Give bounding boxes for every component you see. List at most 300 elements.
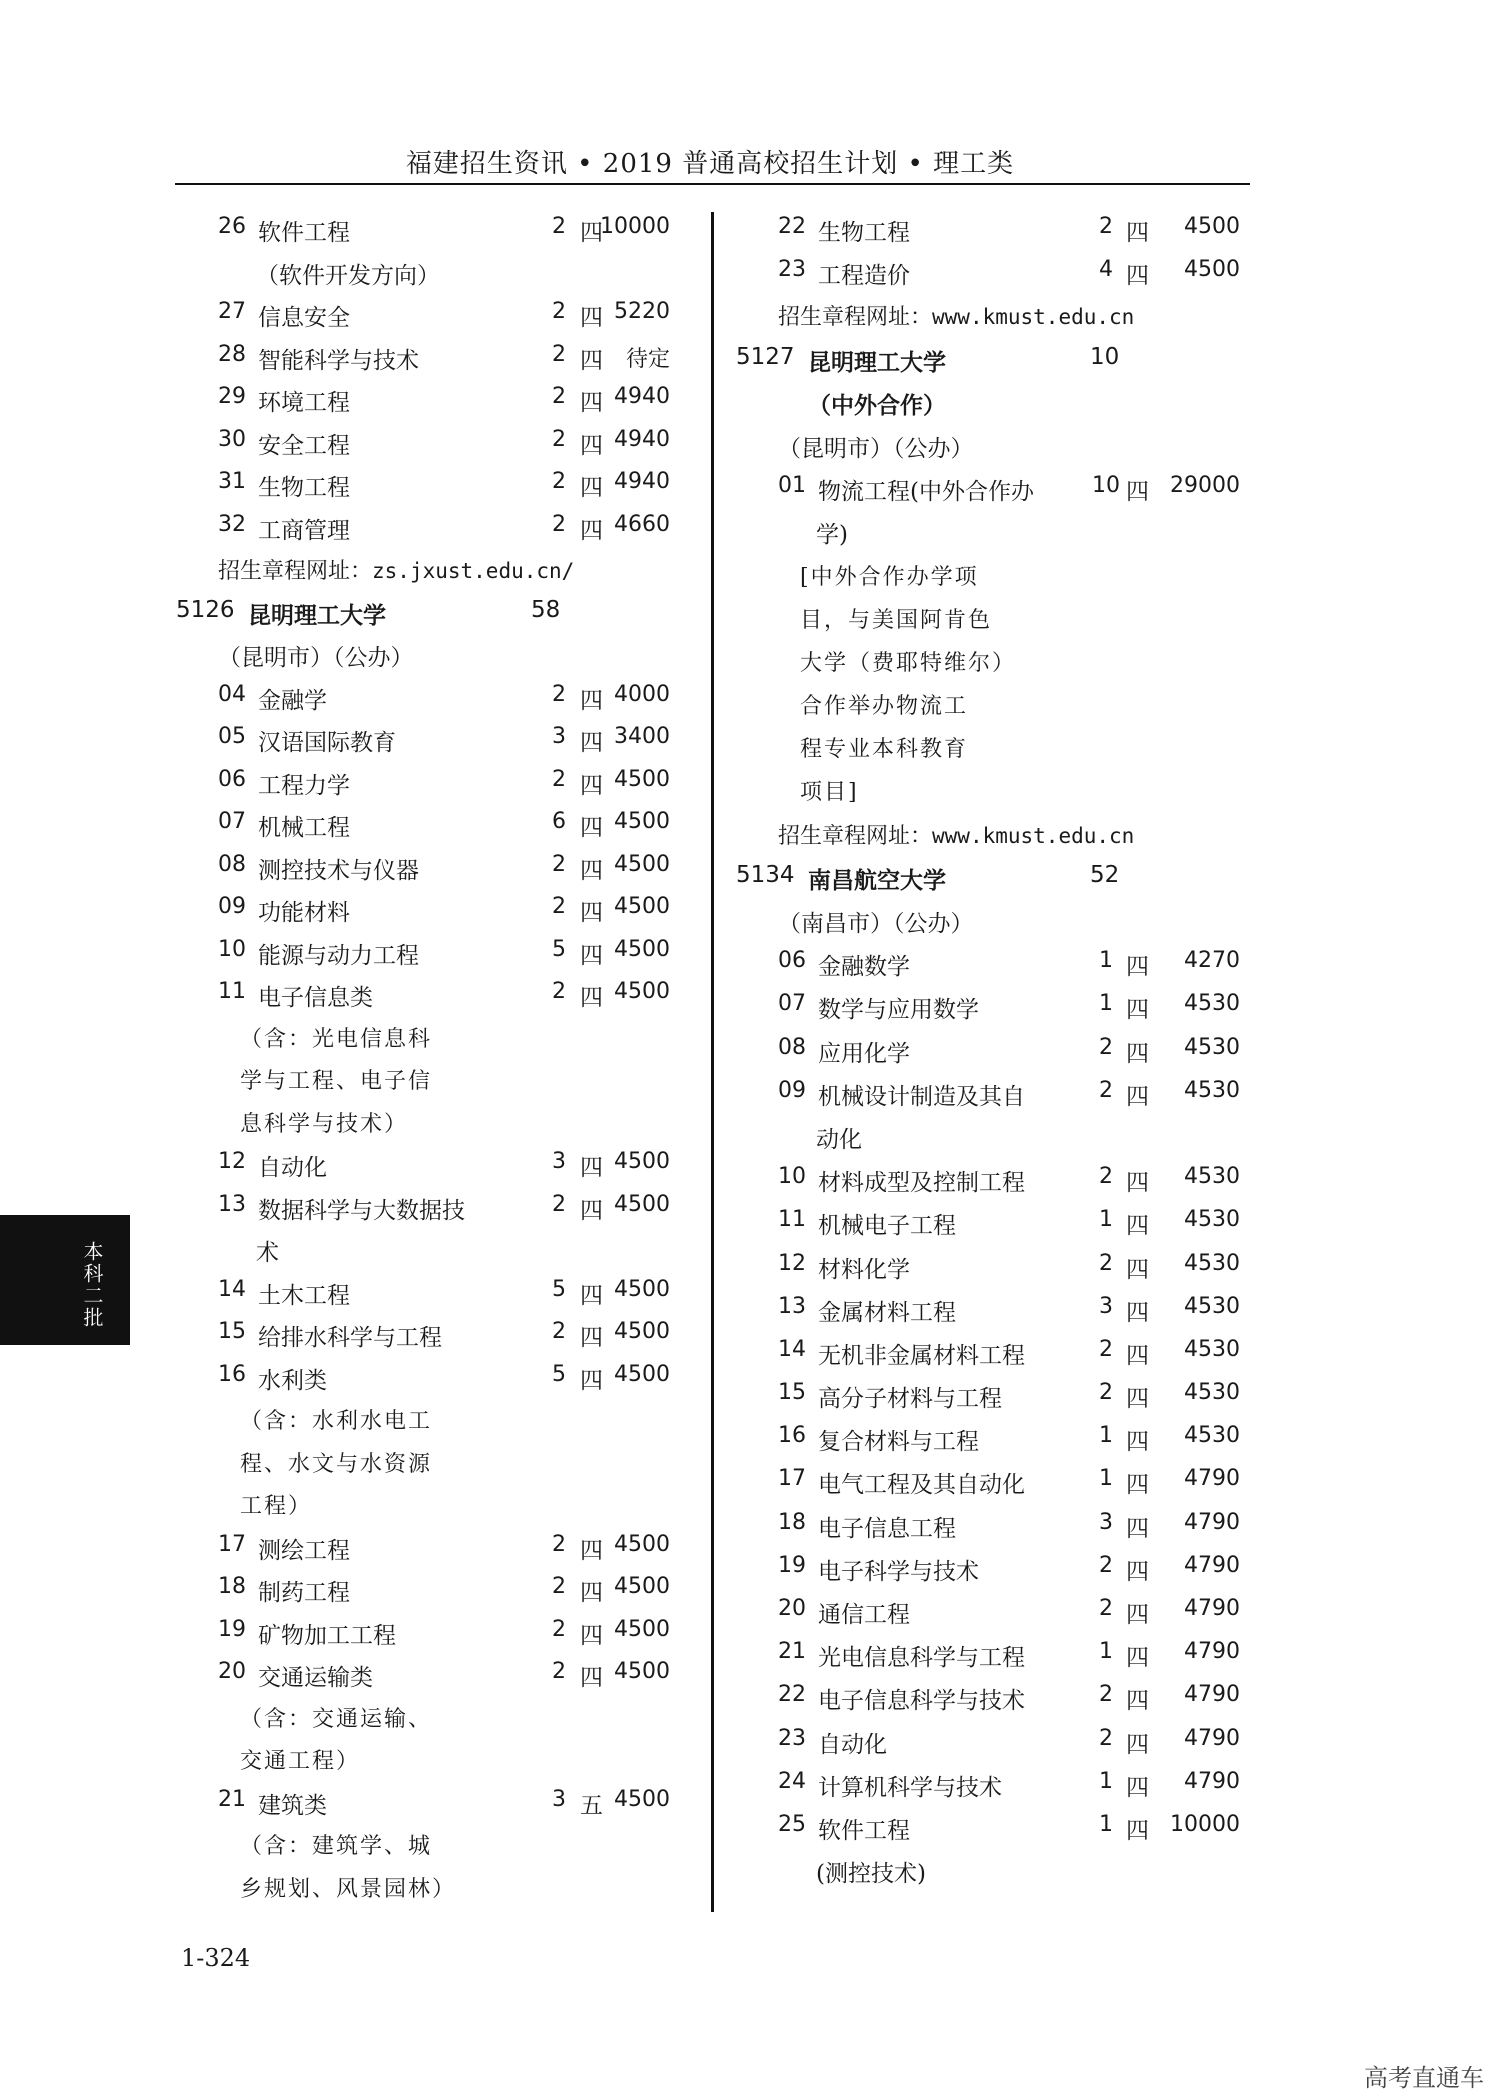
major-row: [176, 384, 696, 427]
major-count: 1: [1099, 948, 1113, 974]
major-row: [736, 1164, 1246, 1207]
major-duration: 四: [580, 347, 603, 374]
major-count: 4: [1099, 257, 1113, 283]
major-count: 2: [1099, 1250, 1113, 1276]
major-duration: 四: [1126, 1731, 1149, 1758]
major-duration: 四: [1126, 1256, 1149, 1283]
major-duration: 四: [1126, 954, 1149, 981]
major-code: 20: [218, 1659, 246, 1684]
admission-url-label: 招生章程网址：: [218, 559, 373, 584]
major-code: 24: [778, 1768, 806, 1794]
major-duration: 四: [1126, 1213, 1149, 1240]
major-name: 高分子材料与工程: [818, 1386, 1002, 1413]
major-duration: 四: [1126, 1386, 1149, 1413]
major-count: 1: [1099, 991, 1113, 1017]
major-count: 5: [552, 1361, 566, 1387]
major-row: [736, 1380, 1246, 1423]
major-duration: 四: [580, 390, 603, 416]
major-fee: 4000: [614, 681, 670, 707]
text-line: [736, 603, 1246, 646]
major-name-cont: 学): [816, 522, 848, 549]
major-code: 31: [218, 469, 246, 494]
major-note: 工程）: [240, 1494, 313, 1519]
major-code: 07: [778, 991, 806, 1017]
major-fee: 5220: [614, 299, 670, 324]
major-row: [736, 1769, 1246, 1812]
major-duration: 四: [580, 1282, 603, 1309]
major-code: 08: [778, 1034, 806, 1060]
major-fee: 4500: [1184, 257, 1240, 283]
major-count: 1: [1099, 1639, 1113, 1665]
major-duration: 四: [580, 1197, 603, 1224]
major-name: 建筑类: [258, 1792, 327, 1819]
major-fee: 3400: [614, 724, 670, 749]
major-count: 2: [1099, 1077, 1113, 1103]
major-count: 2: [552, 341, 566, 367]
major-row: [176, 767, 696, 810]
major-fee: 待定: [625, 346, 670, 372]
major-code: 25: [778, 1811, 806, 1837]
major-duration: 四: [1126, 1817, 1149, 1844]
section-tab: [0, 1215, 130, 1345]
major-count: 1: [1099, 1423, 1113, 1449]
major-note: 学与工程、电子信: [240, 1069, 433, 1094]
major-row: [176, 299, 696, 342]
major-row: [736, 1207, 1246, 1250]
major-fee: 4500: [1184, 214, 1240, 239]
major-name: 安全工程: [258, 432, 350, 459]
major-count: 2: [552, 426, 566, 452]
text-line: [736, 1121, 1246, 1164]
major-name-cont: (测控技术): [816, 1861, 926, 1888]
major-name: 功能材料: [258, 900, 350, 926]
admission-url-link: www.kmust.edu.cn: [932, 305, 1135, 330]
major-count: 1: [1099, 1811, 1113, 1837]
major-name: 水利类: [258, 1367, 327, 1394]
major-note: （含：建筑学、城: [240, 1834, 433, 1859]
major-count: 2: [1099, 1336, 1113, 1362]
major-count: 3: [1099, 1509, 1113, 1535]
major-duration: 四: [1126, 1429, 1149, 1456]
major-count: 2: [552, 1531, 566, 1557]
major-code: 09: [218, 894, 246, 919]
major-count: 6: [552, 809, 566, 834]
major-fee: 4500: [614, 1361, 670, 1387]
major-duration: 四: [1126, 1472, 1149, 1499]
major-row: [736, 1682, 1246, 1725]
text-line: [736, 387, 1246, 430]
major-name: 电子信息类: [258, 985, 373, 1011]
major-name: 土木工程: [258, 1282, 350, 1309]
major-fee: 4790: [1184, 1509, 1240, 1535]
major-name: 制药工程: [258, 1580, 350, 1606]
major-note: （含：交通运输、: [240, 1706, 433, 1732]
major-code: 26: [218, 214, 246, 239]
major-code: 28: [218, 341, 246, 367]
major-duration: 四: [580, 305, 603, 331]
text-line: [736, 819, 1246, 862]
major-code: 11: [778, 1207, 806, 1233]
major-fee: 4790: [1184, 1682, 1240, 1708]
text-line: [176, 1872, 696, 1915]
major-fee: 4500: [614, 1319, 670, 1344]
school-name: 昆明理工大学: [808, 349, 946, 376]
major-fee: 4500: [614, 1191, 670, 1217]
major-count: 3: [1099, 1293, 1113, 1319]
major-code: 22: [778, 1682, 806, 1708]
major-duration: 四: [1126, 997, 1149, 1024]
text-line: [736, 689, 1246, 732]
major-count: 3: [552, 724, 566, 749]
major-name: 金融数学: [818, 954, 910, 981]
major-count: 2: [552, 1191, 566, 1217]
major-fee: 4790: [1184, 1552, 1240, 1578]
major-name: 机械电子工程: [818, 1213, 956, 1240]
left-column: [176, 214, 696, 1914]
major-row: [176, 1192, 696, 1235]
major-count: 3: [552, 1786, 566, 1812]
major-count: 2: [552, 511, 566, 537]
major-fee: 4940: [614, 384, 670, 409]
major-row: [736, 214, 1246, 257]
major-count: 2: [1099, 1596, 1113, 1621]
admission-url-link: www.kmust.edu.cn: [932, 823, 1135, 848]
major-name: 工商管理: [258, 517, 350, 544]
major-row: [736, 1035, 1246, 1078]
major-name: 软件工程: [258, 220, 350, 246]
major-duration: 四: [580, 1537, 603, 1564]
school-row: [176, 597, 696, 640]
major-fee: 10000: [600, 214, 670, 239]
major-count: 2: [552, 1659, 566, 1684]
major-row: [736, 1553, 1246, 1596]
major-count: 2: [552, 681, 566, 707]
major-count: 5: [552, 1276, 566, 1302]
major-name: 电气工程及其自动化: [818, 1472, 1025, 1499]
major-fee: 4530: [1184, 1380, 1240, 1406]
major-name: 计算机科学与技术: [818, 1774, 1002, 1801]
major-duration: 四: [1126, 1083, 1149, 1110]
major-row: [736, 1466, 1246, 1509]
major-row: [176, 682, 696, 725]
major-name-cont: 术: [256, 1240, 279, 1266]
school-code: 5134: [736, 861, 795, 888]
school-name: 昆明理工大学: [248, 602, 386, 629]
major-row: [176, 809, 696, 852]
major-duration: 四: [1126, 1602, 1149, 1628]
major-code: 05: [218, 724, 246, 749]
major-duration: 四: [1126, 1558, 1149, 1585]
major-fee: 4500: [614, 1149, 670, 1174]
major-duration: 四: [1126, 1515, 1149, 1542]
major-name-cont: （软件开发方向）: [256, 262, 440, 289]
major-count: 10: [1092, 473, 1120, 499]
text-line: [176, 639, 696, 682]
major-name: 金属材料工程: [818, 1299, 956, 1326]
major-code: 16: [778, 1423, 806, 1449]
major-name: 通信工程: [818, 1602, 910, 1628]
watermark: 高考直通车: [1364, 2064, 1484, 2092]
major-row: [176, 342, 696, 385]
major-row: [176, 1149, 696, 1192]
major-fee: 4500: [614, 1531, 670, 1557]
major-duration: 四: [580, 1155, 603, 1181]
major-name: 自动化: [258, 1155, 327, 1181]
major-row: [736, 1423, 1246, 1466]
text-line: [176, 1064, 696, 1107]
major-row: [176, 724, 696, 767]
page-header: 福建招生资讯 • 2019 普通高校招生计划 • 理工类: [405, 149, 1015, 179]
major-name: 机械设计制造及其自: [818, 1083, 1025, 1110]
major-name: 复合材料与工程: [818, 1429, 979, 1456]
major-fee: 4530: [1184, 1336, 1240, 1362]
major-note: 程、水文与水资源: [240, 1451, 433, 1477]
major-row: [176, 1277, 696, 1320]
major-name: 智能科学与技术: [258, 347, 419, 374]
major-name: 软件工程: [818, 1817, 910, 1844]
major-name: 应用化学: [818, 1040, 910, 1067]
major-count: 2: [552, 1319, 566, 1344]
school-name: 南昌航空大学: [808, 867, 946, 894]
major-fee: 4940: [614, 426, 670, 452]
major-name: 自动化: [818, 1731, 887, 1758]
admission-url-link: zs.jxust.edu.cn/: [372, 559, 575, 583]
major-note: [中外合作办学项: [800, 564, 979, 590]
major-duration: 四: [580, 1580, 603, 1606]
major-fee: 4500: [614, 1276, 670, 1302]
major-row: [176, 469, 696, 512]
major-duration: 四: [1126, 1299, 1149, 1326]
major-duration: 四: [1126, 263, 1149, 290]
school-subtitle: （中外合作）: [808, 392, 946, 419]
major-row: [176, 1362, 696, 1405]
major-name: 测绘工程: [258, 1537, 350, 1564]
major-row: [176, 214, 696, 257]
major-count: 1: [1099, 1768, 1113, 1794]
major-code: 06: [218, 766, 246, 792]
major-count: 2: [552, 766, 566, 792]
major-code: 13: [778, 1293, 806, 1319]
major-row: [736, 948, 1246, 991]
major-duration: 四: [1126, 1688, 1149, 1715]
major-row: [736, 1812, 1246, 1855]
major-count: 2: [1099, 1380, 1113, 1406]
major-row: [176, 1574, 696, 1617]
major-code: 06: [778, 948, 806, 974]
major-row: [176, 1319, 696, 1362]
major-row: [176, 427, 696, 470]
major-row: [736, 1294, 1246, 1337]
major-count: 2: [552, 299, 566, 324]
major-name: 物流工程(中外合作办: [818, 479, 1034, 506]
major-fee: 4530: [1184, 1250, 1240, 1276]
major-fee: 4500: [614, 936, 670, 962]
major-duration: 四: [1126, 1170, 1149, 1197]
text-line: [176, 1829, 696, 1872]
major-name: 电子科学与技术: [818, 1558, 979, 1585]
major-name: 生物工程: [258, 475, 350, 501]
major-code: 13: [218, 1191, 246, 1217]
major-name: 光电信息科学与工程: [818, 1645, 1025, 1672]
major-name: 工程造价: [818, 263, 910, 290]
text-line: [176, 1489, 696, 1532]
major-code: 11: [218, 979, 246, 1004]
major-duration: 四: [580, 220, 603, 246]
major-code: 04: [218, 681, 246, 707]
major-duration: 四: [580, 687, 603, 714]
major-code: 17: [778, 1466, 806, 1492]
major-name: 电子信息工程: [818, 1515, 956, 1542]
major-name: 电子信息科学与技术: [818, 1688, 1025, 1715]
school-total: 52: [1090, 861, 1120, 888]
major-fee: 4530: [1184, 1034, 1240, 1060]
major-code: 10: [218, 936, 246, 962]
major-code: 12: [218, 1149, 246, 1174]
major-code: 08: [218, 851, 246, 877]
major-code: 32: [218, 511, 246, 537]
major-row: [736, 473, 1246, 516]
major-code: 15: [218, 1319, 246, 1344]
major-name: 无机非金属材料工程: [818, 1342, 1025, 1369]
major-duration: 四: [580, 475, 603, 501]
major-fee: 4500: [614, 1659, 670, 1684]
major-fee: 4530: [1184, 1293, 1240, 1319]
major-row: [176, 512, 696, 555]
major-duration: 四: [1126, 1774, 1149, 1801]
major-code: 12: [778, 1250, 806, 1276]
major-code: 23: [778, 1725, 806, 1751]
major-note: 乡规划、风景园林）: [240, 1876, 457, 1902]
major-duration: 四: [580, 772, 603, 799]
major-duration: 四: [1126, 479, 1149, 506]
major-count: 2: [1099, 1682, 1113, 1708]
major-name: 金融学: [258, 687, 327, 714]
major-note: （含：光电信息科: [240, 1026, 433, 1052]
major-count: 1: [1099, 1466, 1113, 1492]
major-code: 20: [778, 1596, 806, 1621]
major-name: 能源与动力工程: [258, 942, 419, 969]
major-code: 09: [778, 1077, 806, 1103]
major-fee: 4530: [1184, 1164, 1240, 1190]
major-duration: 四: [580, 1622, 603, 1649]
text-line: [736, 300, 1246, 343]
major-name: 信息安全: [258, 305, 350, 331]
major-fee: 4530: [1184, 1423, 1240, 1449]
major-duration: 四: [1126, 1645, 1149, 1672]
major-row: [176, 1617, 696, 1660]
major-fee: 4940: [614, 469, 670, 494]
page-number: 1-324: [181, 1944, 251, 1972]
major-name: 测控技术与仪器: [258, 857, 419, 884]
school-location: （南昌市）（公办）: [778, 911, 974, 937]
major-name: 数据科学与大数据技: [258, 1197, 465, 1224]
text-line: [176, 1447, 696, 1490]
major-name: 机械工程: [258, 815, 350, 841]
major-row: [176, 979, 696, 1022]
text-line: [736, 430, 1246, 473]
major-duration: 四: [580, 432, 603, 459]
major-note: 交通工程）: [240, 1749, 361, 1774]
major-fee: 4500: [614, 894, 670, 919]
major-row: [176, 894, 696, 937]
major-name: 材料化学: [818, 1256, 910, 1283]
text-line: [736, 1855, 1246, 1898]
major-duration: 四: [580, 517, 603, 544]
text-line: [176, 554, 696, 597]
major-duration: 四: [580, 900, 603, 926]
major-row: [176, 937, 696, 980]
major-code: 15: [778, 1380, 806, 1406]
major-fee: 4530: [1184, 991, 1240, 1017]
major-row: [176, 1787, 696, 1830]
major-duration: 四: [580, 815, 603, 841]
major-duration: 四: [1126, 220, 1149, 246]
major-code: 18: [778, 1509, 806, 1535]
major-name: 工程力学: [258, 772, 350, 799]
text-line: [736, 732, 1246, 775]
major-count: 2: [552, 384, 566, 409]
school-location: （昆明市）（公办）: [778, 435, 974, 462]
major-row: [736, 1596, 1246, 1639]
major-code: 14: [778, 1336, 806, 1362]
major-fee: 4500: [614, 1574, 670, 1599]
text-line: [176, 1234, 696, 1277]
major-count: 2: [1099, 1725, 1113, 1751]
major-duration: 四: [580, 985, 603, 1011]
major-note: 大学（费耶特维尔）: [800, 650, 1017, 676]
major-duration: 五: [580, 1792, 603, 1819]
major-fee: 4270: [1184, 948, 1240, 974]
major-fee: 4660: [614, 511, 670, 537]
major-code: 17: [218, 1531, 246, 1557]
school-location: （昆明市）（公办）: [218, 645, 414, 671]
major-name: 数学与应用数学: [818, 997, 979, 1024]
school-code: 5127: [736, 343, 795, 370]
major-note: 息科学与技术）: [240, 1111, 409, 1137]
major-duration: 四: [580, 857, 603, 884]
major-note: （含：水利水电工: [240, 1409, 433, 1434]
major-fee: 4500: [614, 1616, 670, 1642]
major-duration: 四: [580, 1367, 603, 1394]
text-line: [176, 1107, 696, 1150]
major-code: 27: [218, 299, 246, 324]
header-rule: [175, 183, 1250, 185]
major-code: 19: [778, 1552, 806, 1578]
major-duration: 四: [580, 1665, 603, 1691]
text-line: [736, 775, 1246, 818]
major-code: 23: [778, 257, 806, 283]
major-code: 10: [778, 1164, 806, 1190]
major-fee: 4500: [614, 979, 670, 1004]
major-duration: 四: [580, 942, 603, 969]
major-duration: 四: [1126, 1040, 1149, 1067]
text-line: [736, 560, 1246, 603]
major-code: 21: [778, 1639, 806, 1665]
major-count: 2: [1099, 1034, 1113, 1060]
major-count: 2: [552, 1616, 566, 1642]
major-count: 2: [552, 1574, 566, 1599]
major-duration: 四: [580, 730, 603, 756]
text-line: [736, 516, 1246, 559]
major-code: 22: [778, 214, 806, 239]
major-code: 19: [218, 1616, 246, 1642]
major-count: 2: [552, 214, 566, 239]
major-name: 给排水科学与工程: [258, 1325, 442, 1351]
major-row: [736, 257, 1246, 300]
major-duration: 四: [580, 1325, 603, 1351]
major-fee: 4530: [1184, 1077, 1240, 1103]
major-fee: 4500: [614, 809, 670, 834]
